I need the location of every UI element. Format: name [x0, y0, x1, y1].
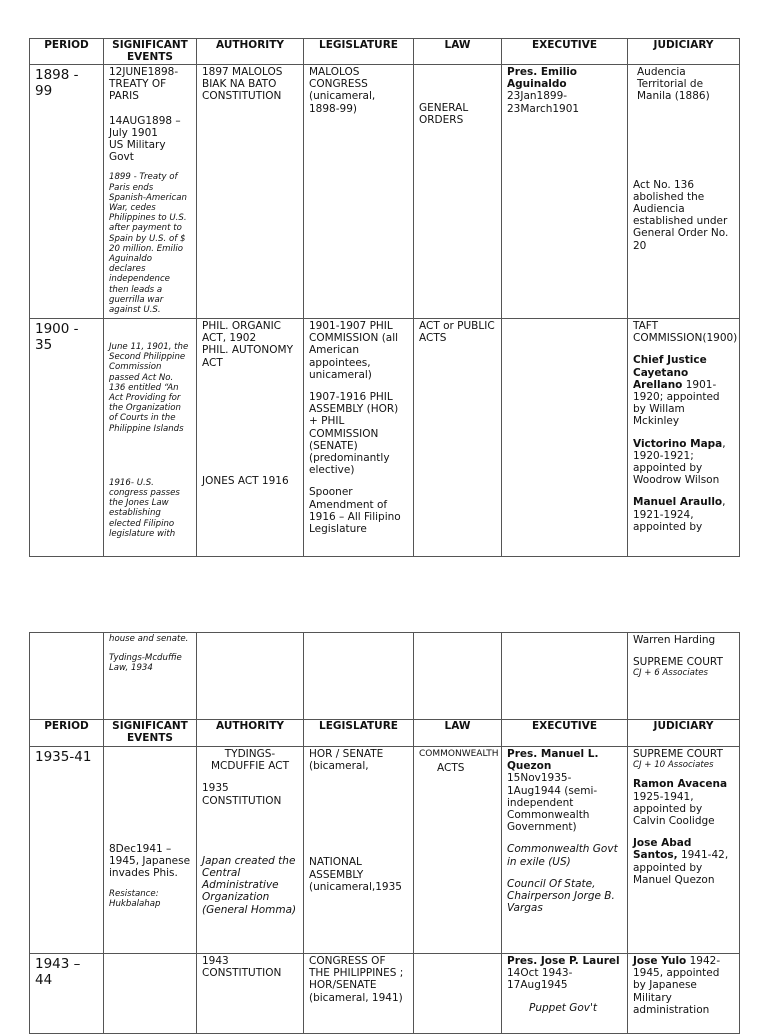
justice-detail: 1941-42, appointed by Manuel Quezon	[633, 849, 729, 886]
law-cell: ACT or PUBLIC ACTS	[414, 319, 502, 557]
row-1943	[30, 954, 740, 1034]
event-note: Resistance: Hukbalahap	[109, 888, 161, 909]
justice-detail: 1925-1941, appointed by Calvin Coolidge	[633, 790, 715, 828]
executive-dates: 23Jan1899-23March1901	[507, 90, 580, 115]
authority-note: Japan created the Central Administrative Organization (General Homma)	[202, 854, 297, 916]
authority-cell	[197, 319, 304, 557]
period-cell: 1935-41	[30, 747, 104, 954]
header-period: PERIOD	[30, 720, 104, 747]
row-1900	[30, 319, 740, 557]
events-cell	[104, 747, 197, 954]
judiciary-text: Audencia Territorial de Manila (1886)	[637, 66, 710, 103]
justice-detail: , 1920-1921; appointed by Woodrow Wilson	[633, 437, 726, 487]
authority-cell: 1897 MALOLOS BIAK NA BATO CONSTITUTION	[197, 65, 304, 319]
justice-name: Jose Abad Santos,	[633, 837, 692, 862]
authority-text: PHIL. ORGANIC ACT, 1902	[202, 320, 282, 345]
events-cell	[104, 954, 197, 1034]
executive-cell	[502, 65, 628, 319]
justice-name: Jose Yulo	[633, 955, 687, 967]
judiciary-text: SUPREME COURT	[633, 656, 723, 669]
header-authority: AUTHORITY	[197, 39, 304, 65]
header-judiciary: JUDICIARY	[628, 39, 740, 65]
header-executive: EXECUTIVE	[502, 39, 628, 65]
authority-text: 1935 CONSTITUTION	[202, 782, 282, 807]
law-text: ACTS	[437, 762, 465, 775]
law-cell	[414, 954, 502, 1034]
legislature-cell: MALOLOS CONGRESS (unicameral, 1898-99)	[304, 65, 414, 319]
authority-text: TYDINGS-MCDUFFIE ACT	[210, 748, 290, 773]
row-1898	[30, 65, 740, 319]
history-table-page1	[29, 38, 740, 557]
judiciary-cell	[628, 633, 740, 720]
justice-name: Chief Justice Cayetano Arellano	[633, 354, 707, 391]
header-period: PERIOD	[30, 39, 104, 65]
justice-name: Manuel Araullo	[633, 496, 723, 509]
judiciary-cell	[628, 65, 740, 319]
judiciary-note: CJ + 6 Associates	[633, 668, 709, 679]
executive-dates: 15Nov1935-1Aug1944 (semi-independent Commonwealth Government)	[507, 772, 598, 834]
judiciary-text: SUPREME COURT	[633, 748, 723, 760]
executive-note: Council Of State, Chairperson Jorge B. Vargas	[507, 877, 615, 915]
header-law: LAW	[414, 720, 502, 747]
legislature-cell	[304, 319, 414, 557]
header-events: SIGNIFICANT EVENTS	[104, 720, 197, 747]
events-cell	[104, 319, 197, 557]
header-legislature: LEGISLATURE	[304, 39, 414, 65]
law-text: GENERAL ORDERS	[419, 102, 469, 127]
judiciary-text: TAFT COMMISSION(1900)	[633, 320, 738, 345]
legislature-text: HOR / SENATE (bicameral,	[309, 748, 384, 773]
legislature-cell	[304, 747, 414, 954]
executive-name: Pres. Manuel L. Quezon	[507, 748, 599, 773]
event-text: 12JUNE1898-TREATY OF PARIS	[109, 66, 179, 103]
header-row	[30, 39, 740, 65]
judiciary-cell	[628, 319, 740, 557]
authority-cell	[197, 633, 304, 720]
events-cell	[104, 633, 197, 720]
events-cell	[104, 65, 197, 319]
header-executive: EXECUTIVE	[502, 720, 628, 747]
judiciary-note: CJ + 10 Associates	[633, 760, 714, 771]
period-cell	[30, 633, 104, 720]
period-cell: 1898 - 99	[30, 65, 104, 319]
judiciary-text: Act No. 136 abolished the Audiencia established under General Order No. 20	[633, 178, 729, 252]
judiciary-cell	[628, 747, 740, 954]
authority-cell	[197, 747, 304, 954]
legislature-cell	[304, 633, 414, 720]
legislature-text: NATIONAL ASSEMBLY (unicameral,1935	[309, 856, 402, 893]
header-events: SIGNIFICANT EVENTS	[104, 39, 197, 65]
header-legislature: LEGISLATURE	[304, 720, 414, 747]
law-cell	[414, 633, 502, 720]
executive-cell	[502, 747, 628, 954]
legislature-text: Spooner Amendment of 1916 – All Filipino Legislature	[309, 486, 401, 536]
header-row	[30, 720, 740, 747]
header-judiciary: JUDICIARY	[628, 720, 740, 747]
authority-cell: 1943 CONSTITUTION	[197, 954, 304, 1034]
period-cell: 1900 - 35	[30, 319, 104, 557]
justice-detail: , 1921-1924, appointed by	[633, 496, 726, 533]
event-note: 1899 - Treaty of Paris ends Spanish-American War, cedes Philippines to U.S. after payment to Spain by U.S. of $ 20 million. Emilio Aguinaldo declares independence then leads a guerrilla war against U.S.	[109, 172, 187, 316]
history-table-page2	[29, 632, 740, 1034]
law-text: COMMONWEALTH	[419, 749, 499, 759]
law-cell	[414, 65, 502, 319]
row-1935	[30, 747, 740, 954]
period-cell: 1943 – 44	[30, 954, 104, 1034]
event-text: 8Dec1941 – 1945, Japanese invades Phis.	[109, 843, 191, 880]
header-authority: AUTHORITY	[197, 720, 304, 747]
continuation-row	[30, 633, 740, 720]
event-text: US Military Govt	[109, 139, 166, 164]
event-text: 14AUG1898 – July 1901	[109, 114, 181, 139]
executive-cell	[502, 954, 628, 1034]
authority-text: PHIL. AUTONOMY ACT	[202, 344, 293, 369]
executive-name: Pres. Jose P. Laurel	[507, 955, 620, 967]
executive-cell	[502, 633, 628, 720]
legislature-cell: CONGRESS OF THE PHILIPPINES ; HOR/SENATE (bicameral, 1941)	[304, 954, 414, 1034]
judiciary-cell	[628, 954, 740, 1034]
event-note: Tydings-Mcduffie Law, 1934	[109, 653, 182, 674]
legislature-text: 1907-1916 PHIL ASSEMBLY (HOR) + PHIL COMMISSION (SENATE) (predominantly elective)	[309, 391, 399, 477]
event-note: house and senate.	[109, 634, 189, 644]
event-note: 1916- U.S. congress passes the Jones Law establishing elected Filipino legislature with	[109, 477, 180, 539]
law-cell	[414, 747, 502, 954]
event-note: June 11, 1901, the Second Philippine Commission passed Act No. 136 entitled “An Act Providing for the Organization of Courts in the Philippine Islands	[109, 342, 189, 434]
executive-cell	[502, 319, 628, 557]
justice-detail: 1901-1920; appointed by Willam Mckinley	[633, 378, 720, 428]
justice-name: Ramon Avacena	[633, 778, 728, 791]
legislature-text: 1901-1907 PHIL COMMISSION (all American appointees, unicameral)	[309, 320, 399, 381]
header-law: LAW	[414, 39, 502, 65]
executive-dates: 14Oct 1943-17Aug1945	[507, 967, 573, 992]
judiciary-text: Warren Harding	[633, 634, 716, 646]
executive-name: Pres. Emilio Aguinaldo	[507, 66, 578, 91]
executive-note: Commonwealth Govt in exile (US)	[507, 843, 618, 868]
authority-text: JONES ACT 1916	[202, 474, 289, 487]
justice-name: Victorino Mapa	[633, 437, 723, 450]
justice-detail: 1942-1945, appointed by Japanese Military administration	[633, 955, 721, 1016]
executive-note: Puppet Gov't	[529, 1001, 598, 1014]
